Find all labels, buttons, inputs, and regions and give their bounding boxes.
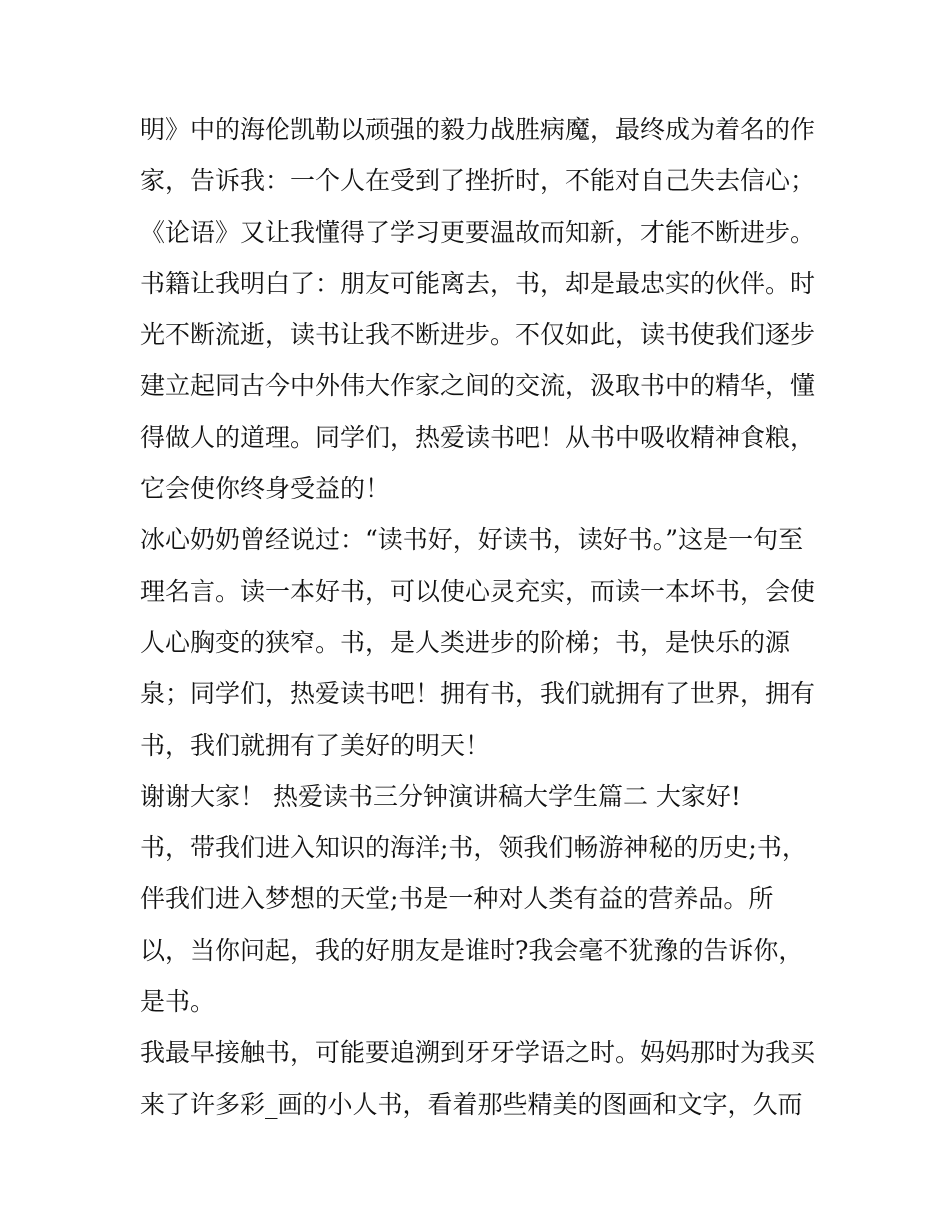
text-line: 书籍让我明白了：朋友可能离去，书，却是最忠实的伙伴。时 bbox=[140, 268, 816, 298]
text-line: 它会使你终身受益的！ bbox=[140, 474, 391, 504]
text-line: 我最早接触书，可能要追溯到牙牙学语之时。妈妈那时为我买 bbox=[140, 1038, 816, 1068]
text-line: 理名言。读一本好书，可以使心灵充实，而读一本坏书，会使 bbox=[140, 576, 816, 606]
text-line: 是书。 bbox=[140, 987, 216, 1017]
text-line: 伴我们进入梦想的天堂;书是一种对人类有益的营养品。所 bbox=[140, 884, 774, 914]
text-line: 泉；同学们，热爱读书吧！拥有书，我们就拥有了世界，拥有 bbox=[140, 679, 816, 709]
text-line: 谢谢大家！ 热爱读书三分钟演讲稿大学生篇二 大家好! bbox=[140, 781, 741, 811]
text-line: 人心胸变的狭窄。书，是人类进步的阶梯；书，是快乐的源 bbox=[140, 627, 791, 657]
text-line: 明》中的海伦凯勒以顽强的毅力战胜病魔，最终成为着名的作 bbox=[140, 115, 816, 144]
text-line: 得做人的道理。同学们，热爱读书吧！从书中吸收精神食粮， bbox=[140, 422, 816, 452]
text-line: 书，我们就拥有了美好的明天！ bbox=[140, 730, 491, 760]
text-line: 书，带我们进入知识的海洋;书，领我们畅游神秘的历史;书， bbox=[140, 833, 807, 863]
text-line: 建立起同古今中外伟大作家之间的交流，汲取书中的精华，懂 bbox=[140, 371, 816, 401]
body-text bbox=[140, 104, 820, 1130]
text-line: 《论语》又让我懂得了学习更要温故而知新，才能不断进步。 bbox=[140, 217, 816, 247]
text-line: 光不断流逝，读书让我不断进步。不仅如此，读书使我们逐步 bbox=[140, 320, 816, 350]
text-line: 来了许多彩_画的小人书，看着那些精美的图画和文字，久而 bbox=[140, 1089, 803, 1119]
text-line: 冰心奶奶曾经说过：“读书好，好读书，读好书。”这是一句至 bbox=[140, 525, 804, 555]
text-line: 家，告诉我：一个人在受到了挫折时，不能对自己失去信心； bbox=[140, 166, 816, 196]
text-line: 以，当你问起，我的好朋友是谁时?我会毫不犹豫的告诉你， bbox=[140, 935, 804, 965]
